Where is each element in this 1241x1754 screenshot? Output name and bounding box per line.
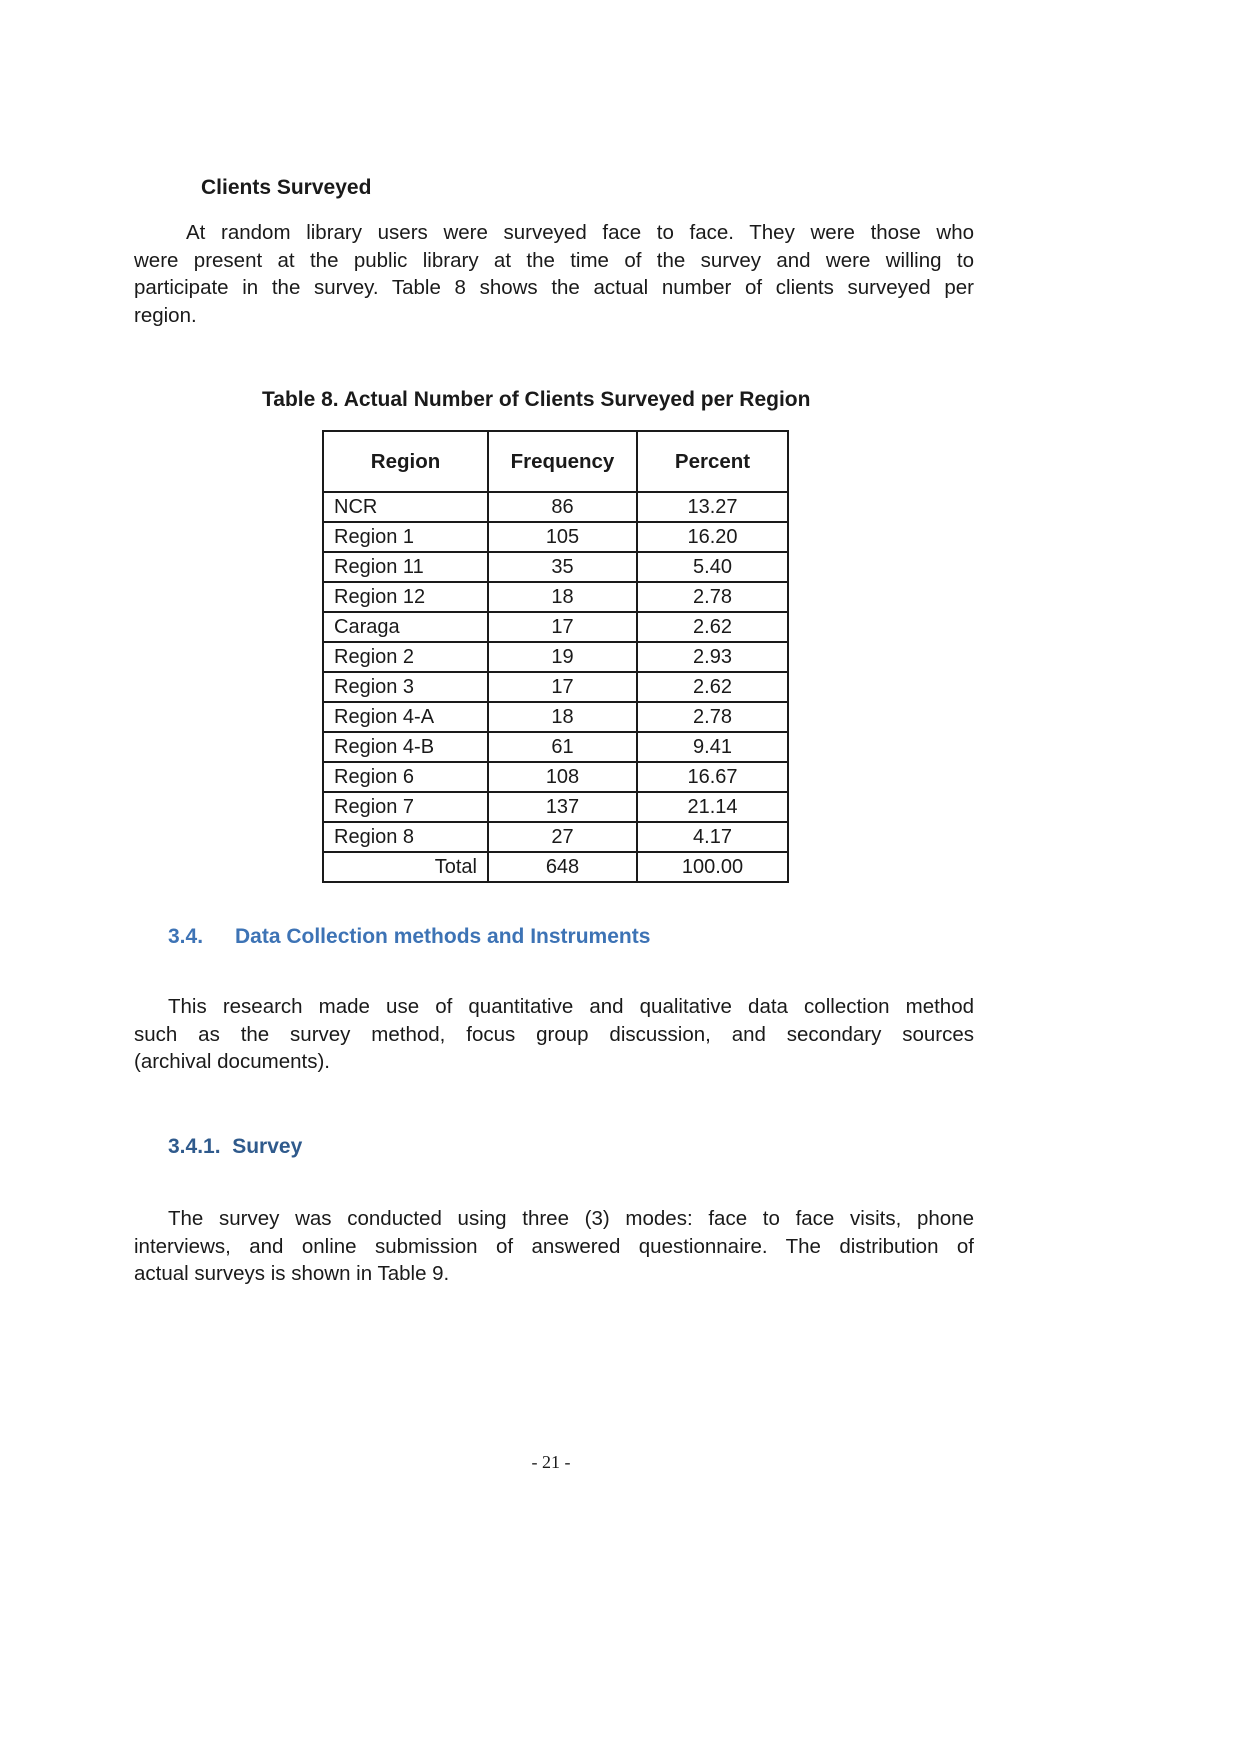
table-caption: Table 8. Actual Number of Clients Surveyed per Region: [262, 388, 811, 411]
cell-region: Region 4-B: [323, 732, 488, 762]
cell-total-frequency: 648: [488, 852, 637, 882]
cell-percent: 2.93: [637, 642, 788, 672]
intro-paragraph: [134, 219, 974, 329]
column-header-percent: Percent: [637, 431, 788, 492]
cell-region: Region 6: [323, 762, 488, 792]
cell-region: Region 4-A: [323, 702, 488, 732]
paragraph-line: (archival documents).: [134, 1050, 330, 1074]
data-collection-paragraph: [134, 993, 974, 1076]
cell-region: Region 12: [323, 582, 488, 612]
cell-percent: 16.67: [637, 762, 788, 792]
cell-frequency: 17: [488, 612, 637, 642]
cell-region: Region 7: [323, 792, 488, 822]
table-row: [323, 822, 788, 852]
paragraph-line: The survey was conducted using three (3) modes: face to face visits, phone: [168, 1207, 974, 1230]
table-row: [323, 582, 788, 612]
section-heading-clients-surveyed: Clients Surveyed: [201, 176, 372, 199]
paragraph-line: At random library users were surveyed face to face. They were those who: [186, 221, 974, 244]
column-header-frequency: Frequency: [488, 431, 637, 492]
cell-total-percent: 100.00: [637, 852, 788, 882]
cell-region: Region 1: [323, 522, 488, 552]
cell-percent: 2.62: [637, 612, 788, 642]
cell-total-label: Total: [323, 852, 488, 882]
cell-percent: 4.17: [637, 822, 788, 852]
survey-paragraph: [134, 1205, 974, 1288]
cell-frequency: 108: [488, 762, 637, 792]
paragraph-line: participate in the survey. Table 8 shows the actual number of clients surveyed per: [134, 276, 974, 300]
table-total-row: [323, 852, 788, 882]
paragraph-line: interviews, and online submission of answered questionnaire. The distribution of: [134, 1234, 974, 1258]
clients-per-region-table: [322, 430, 789, 883]
paragraph-line: were present at the public library at the time of the survey and were willing to: [134, 248, 974, 272]
paragraph-line: actual surveys is shown in Table 9.: [134, 1262, 450, 1286]
paragraph-line: region.: [134, 303, 197, 327]
table-header-row: [323, 431, 788, 492]
cell-percent: 2.78: [637, 702, 788, 732]
table-row: [323, 642, 788, 672]
section-number: 3.4.: [168, 925, 204, 948]
cell-region: NCR: [323, 492, 488, 522]
cell-frequency: 86: [488, 492, 637, 522]
table-row: [323, 672, 788, 702]
paragraph-line: This research made use of quantitative and qualitative data collection method: [168, 995, 974, 1018]
cell-region: Region 8: [323, 822, 488, 852]
cell-region: Region 11: [323, 552, 488, 582]
table-row: [323, 762, 788, 792]
cell-frequency: 17: [488, 672, 637, 702]
table-row: [323, 522, 788, 552]
cell-frequency: 35: [488, 552, 637, 582]
table-row: [323, 732, 788, 762]
table-row: [323, 552, 788, 582]
cell-percent: 13.27: [637, 492, 788, 522]
table-row: [323, 492, 788, 522]
table-row: [323, 792, 788, 822]
cell-region: Region 3: [323, 672, 488, 702]
section-heading-3-4: [168, 925, 650, 949]
cell-frequency: 27: [488, 822, 637, 852]
cell-percent: 2.78: [637, 582, 788, 612]
cell-frequency: 137: [488, 792, 637, 822]
table-row: [323, 612, 788, 642]
cell-frequency: 61: [488, 732, 637, 762]
column-header-region: Region: [323, 431, 488, 492]
cell-region: Caraga: [323, 612, 488, 642]
section-title: Data Collection methods and Instruments: [235, 925, 651, 948]
cell-percent: 16.20: [637, 522, 788, 552]
table-row: [323, 702, 788, 732]
cell-frequency: 18: [488, 702, 637, 732]
cell-percent: 21.14: [637, 792, 788, 822]
cell-frequency: 105: [488, 522, 637, 552]
cell-region: Region 2: [323, 642, 488, 672]
cell-percent: 5.40: [637, 552, 788, 582]
page-number: - 21 -: [531, 1452, 571, 1472]
cell-frequency: 18: [488, 582, 637, 612]
paragraph-line: such as the survey method, focus group discussion, and secondary sources: [134, 1022, 974, 1046]
cell-percent: 9.41: [637, 732, 788, 762]
cell-frequency: 19: [488, 642, 637, 672]
section-heading-3-4-1: 3.4.1. Survey: [168, 1135, 303, 1158]
cell-percent: 2.62: [637, 672, 788, 702]
